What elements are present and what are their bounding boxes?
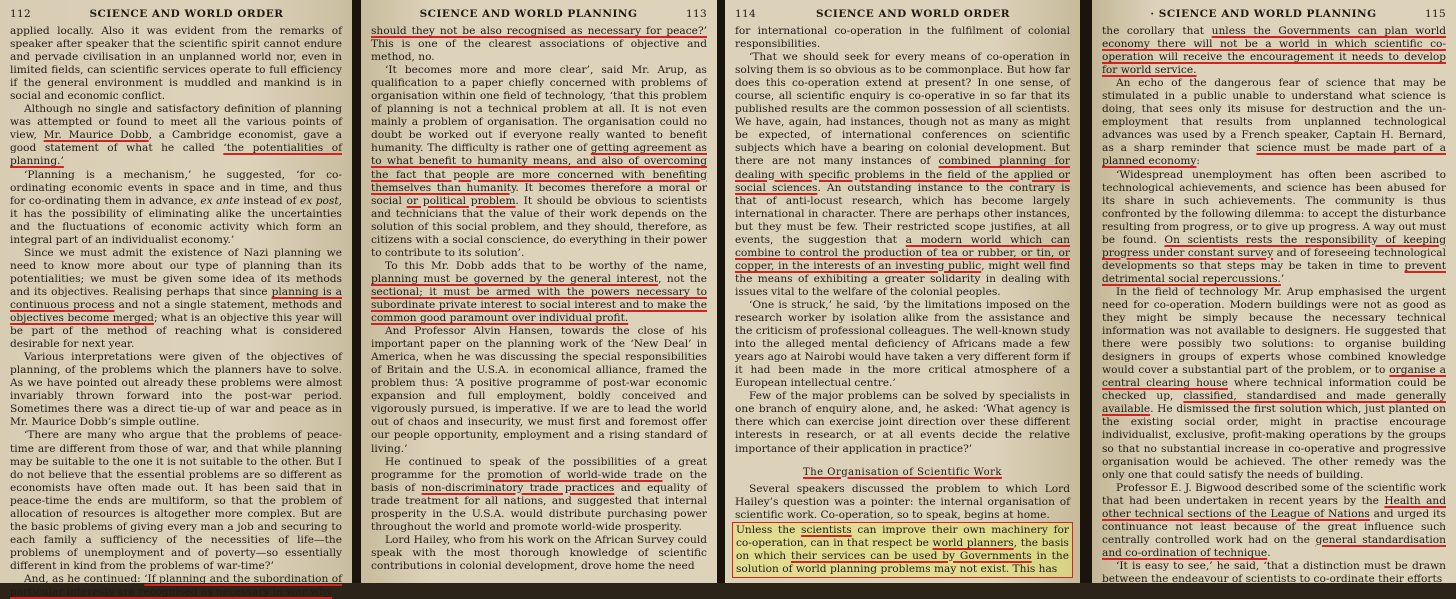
paragraph: [10, 573, 342, 599]
text-run: in the solution of world planning problems may not exist. This has: [736, 549, 1069, 575]
italic-phrase: ex post,: [299, 194, 342, 207]
highlighted-phrase: their services can be used by Governments: [790, 549, 1032, 562]
highlighted-phrase: world planners: [932, 536, 1014, 549]
text-run: . An outstanding instance to the contrary is that of anti-locust research, which has become largely international in character. There are perhaps other instances, but they must be few. Their restricted scope justifies, at all events, the suggestion that: [735, 181, 1071, 246]
running-head-title: · SCIENCE AND WORLD PLANNING: [1150, 8, 1377, 20]
paragraph: [1102, 25, 1446, 77]
text-run: ‘Widespread unemployment has often been ascribed to technological achievements, and science has been abused for its share in such achievements. The community is thus confronted by the following dilemma: to accept the disturbance resulting from progress, or to give up progress. A way out must be found.: [1102, 168, 1446, 246]
text-run: He continued to speak of the possibilities of a great programme for the: [371, 455, 707, 481]
italic-phrase: ex ante: [200, 194, 240, 207]
text-run: on the basis of: [371, 468, 707, 494]
highlighted-phrase: prevent detrimental social repercussions.: [1102, 259, 1446, 285]
running-head-title: SCIENCE AND WORLD PLANNING: [419, 8, 638, 20]
page-number: 115: [1425, 8, 1446, 20]
page-number: 114: [735, 8, 756, 20]
text-run: This is one of the clearest associations of objective and method, no.: [371, 38, 707, 64]
text-run: ‘One is struck,’ he said, ‘by the limitations imposed on the research worker by isolation alike from the assistance and the criticism of professional colleagues. The well-known study into the alleged mental deficiency of Africans made a few years ago at Nairobi would have taken a very different form if it had been made in the more critical atmosphere of a European intellectual centre.’: [735, 298, 1070, 390]
highlighted-phrase: ‘If planning and the subordination of particular interests are recognised as necessary in war why: [10, 572, 343, 599]
text-run: applied locally. Also it was evident from the remarks of speaker after speaker that the scientific spirit cannot endure and pervade civilisation in an unplanned world nor, even in limited fields, can scientific services operate to full efficiency if the general environment is muddled and mankind is in social and economic conflict.: [10, 25, 342, 103]
paragraph: [371, 534, 707, 573]
section-heading: The Organisation of Scientific Work: [803, 466, 1002, 478]
text-run: and of foreseeing technological developments so that steps may be taken in time to: [1102, 246, 1446, 272]
text-run: , the basis on which: [736, 536, 1069, 562]
highlighted-phrase: Mr. Maurice Dobb: [43, 129, 149, 142]
highlighted-phrase: general standardisation and co-ordination of technique: [1102, 533, 1446, 559]
text-run: ‘It is easy to see,’ he said, ‘that a distinction must be drawn between the endeavour of scientists to co-ordinate their efforts: [1102, 559, 1446, 585]
text-run: . He dismissed the first solution which, just planted on the existing social order, might in practise encourage individualist, exclusive, profit-making operations by the groups so that no substantial increase in co-operative and progressive organisation would be achieved. The other remedy was the only one that could satisfy the needs of building.: [1102, 403, 1446, 481]
page-number: 112: [10, 8, 31, 20]
text-run: ‘Planning is a mechanism,’ he suggested, ‘for co-ordinating economic events in space and in time, and thus for co-ordinating them in advance,: [10, 168, 342, 207]
highlighted-phrase: objectives become merged: [10, 312, 154, 325]
text-run: . It should be obvious to scientists and technicians that the value of their work depends on the solution of this social problem, and they should, therefore, as citizens with a social conscience, do everything in their power to contribute to its solution’.: [371, 194, 708, 259]
text-run: , not the: [658, 272, 707, 285]
text-run: , might well find the means of exhibiting a greater solidarity in dealing with issues vital to the welfare of the colonial peoples.: [735, 259, 1070, 298]
text-run: Since we must admit the existence of Nazi planning we need to know more about our type of planning than its potentialities; we must be given some idea of its methods and its objectives. Realising perhaps that since: [10, 246, 342, 298]
text-run: ; what is an objective this year will be part of the method of reaching what is considered desirable for next year.: [10, 312, 343, 351]
highlighted-phrase: On scientists rests the responsibility of keeping progress under constant survey: [1102, 233, 1446, 259]
paragraph: [735, 299, 1070, 390]
paragraph: [10, 429, 342, 573]
highlighted-phrase: science must be made part of a planned economy: [1102, 142, 1446, 168]
paragraph: [371, 25, 707, 64]
text-run: ‘That we should seek for every means of co-operation in solving them is so obvious as to be commonplace. But how far does this co-operation extend at present? In one sense, of course, all scientific enquiry is co-operative in so far that its published results are the common possession of all scientists. We have, again, had instances, though not as many as might be expected, of international conferences on scientific subjects which have a bearing on colonial development. But there are not many instances of: [735, 51, 1070, 168]
paragraph: [10, 247, 342, 351]
text-run: instead of: [239, 194, 300, 207]
running-head-title: SCIENCE AND WORLD ORDER: [815, 8, 1010, 20]
text-run: An echo of the dangerous fear of science that may be stimulated in a public unable to understand what science is doing, that sees only its misuse for destruction and the un-employment that results from unplanned technological advances was used by a French speaker, Captain H. Bernard, as a sharp reminder that: [1102, 77, 1446, 155]
highlighted-phrase: non-discriminatory trade practices: [421, 481, 615, 494]
text-run: and not a single statement, methods and: [114, 298, 343, 311]
text-run: :: [1196, 155, 1200, 168]
text-run: And Professor Alvin Hansen, towards the close of his important paper on the planning work of the ‘New Deal’ in America, when he was discussing the special responsibilities of Britain and the U.S.A. in economical alliance, framed the problem thus: ‘A positive programme of post-war economic expansion and full employment, boldly conceived and vigorously pursued, is imperative. If we are to lead the world out of chaos and insecurity, we must first and foremost offer our people opportunity, employment and a rising standard of living.’: [371, 325, 707, 455]
text-run: can improve their own machinery for co-operation, can in that respect be: [736, 523, 1069, 549]
paragraph: [735, 25, 1070, 51]
text-run: Few of the major problems can be solved by specialists in one branch of enquiry alone, and, he asked: ‘What agency is there which can exercise joint direction over these different interests in research, or at all events decide the relative importance of their application in practice?’: [735, 390, 1070, 455]
page-body: [1102, 25, 1446, 586]
paragraph: [1102, 482, 1446, 560]
page-gutter: [717, 0, 725, 583]
page-gutter: [352, 0, 361, 583]
running-head: [371, 8, 707, 21]
page-113: [361, 0, 717, 583]
page-number: 113: [686, 8, 707, 20]
highlighted-phrase: getting agreement as to what benefit to humanity means, and also of overcoming the fact that people are more concerned with benefiting themselves than humanity: [371, 142, 707, 194]
paragraph: [371, 64, 707, 260]
paragraph: [735, 483, 1070, 522]
highlighted-phrase: should they not be also recognised as necessary for peace?’: [371, 25, 707, 37]
highlighted-phrase: or political problem: [406, 194, 516, 207]
paragraph: [10, 351, 342, 429]
running-head: [10, 8, 342, 21]
text-run: it has the possibility of eliminating alike the uncertainties and the fluctuations of economic activity which form an integral part of an individualist economy.’: [10, 207, 342, 246]
page-body: [735, 25, 1070, 456]
text-run: . It becomes therefore a moral or social: [371, 181, 707, 207]
text-run: where technical information could be checked up,: [1102, 377, 1446, 403]
text-run: Professor E. J. Bigwood described some of the scientific work that had been undertaken in recent years by the: [1102, 481, 1446, 507]
paragraph: [735, 390, 1070, 455]
paragraph: [1102, 77, 1446, 168]
text-run: Although no single and satisfactory definition of planning was attempted or found to meet all the various points of view,: [10, 103, 342, 142]
page-body-continued: [735, 483, 1070, 522]
highlighted-phrase: Health and other technical sections of the League of Nations: [1102, 494, 1446, 520]
paragraph: [10, 25, 342, 103]
paragraph: [1102, 286, 1446, 482]
page-body: [371, 25, 707, 573]
highlighted-phrase: ‘the potentialities of planning.’: [10, 142, 342, 168]
text-run: Various interpretations were given of the objectives of planning, of the problems which the planners have to solve. As we have pointed out already these problems were almost invariably thrown forward into the post-war period. Sometimes there was a direct tie-up of war and peace as in Mr. Maurice Dobb’s simple outline.: [10, 351, 342, 429]
text-run: .: [1267, 546, 1271, 559]
running-head: [735, 8, 1070, 21]
highlighted-phrase: planning must be governed by the general interest: [371, 272, 659, 285]
text-run: To this Mr. Dobb adds that to be worthy of the name,: [385, 259, 707, 272]
text-run: Unless the: [736, 523, 802, 536]
highlighted-phrase: organise a central clearing house: [1102, 364, 1446, 390]
page-112: [0, 0, 352, 599]
highlighted-phrase: unless the Governments can plan world economy there will not be a world in which scientific co-operation will receive the encouragement it needs to develop for world service.: [1102, 25, 1446, 77]
text-run: Lord Hailey, who from his work on the African Survey could speak with the most thorough knowledge of scientific contributions in colonial development, drove home the need: [371, 533, 707, 572]
paragraph: [1102, 169, 1446, 286]
text-run: and equality of trade treatment for all nations, and suggested that internal prosperity in the U.S.A. would distribute purchasing power throughout the world and promote world-wide prosperity.: [371, 481, 708, 533]
paragraph: [371, 260, 707, 325]
paragraph: [10, 103, 342, 168]
page-body: [10, 25, 342, 599]
text-run: the corollary that: [1102, 25, 1212, 37]
highlighted-phrase: classified, standardised and made generally available: [1102, 390, 1446, 416]
paragraph: [371, 456, 707, 534]
paragraph: [10, 169, 342, 247]
running-head: [1102, 8, 1446, 21]
running-head-title: SCIENCE AND WORLD ORDER: [89, 8, 284, 20]
highlighted-phrase: combined planning for dealing with specific problems in the field of the applied or social sciences: [735, 155, 1070, 194]
text-run: Several speakers discussed the problem to which Lord Hailey’s question was a pointer: the internal organisation of scientific work. Co-operation, so to speak, begins at home.: [735, 482, 1070, 521]
paragraph: [1102, 560, 1446, 586]
highlighted-phrase: promotion of world-wide trade: [487, 468, 663, 481]
page-gutter: [1080, 0, 1092, 583]
page-114: [725, 0, 1080, 583]
text-run: for international co-operation in the fulfilment of colonial responsibilities.: [735, 25, 1070, 51]
highlighted-phrase: planning is a continuous process: [10, 285, 342, 311]
text-run: In the field of technology Mr. Arup emphasised the urgent need for co-operation. Modern buildings were not as good as they might be simply because the necessary technical information was not available to designers. He suggested that there were possibly two solutions: to organise building designers in groups of experts whose combined knowledge would cover a substantial part of the problem, or to: [1102, 285, 1446, 377]
page-115: [1092, 0, 1456, 583]
highlighted-phrase: scientists: [801, 523, 852, 536]
text-run: and urged its continuance not least because of the great influence such centrally controlled work had on the: [1102, 507, 1446, 546]
paragraph: [371, 325, 707, 455]
text-run: And, as he continued:: [24, 572, 145, 585]
highlighted-phrase: a modern world which can combine to control the production of tea or rubber, or tin, or copper, in the interests of an investing public: [735, 233, 1070, 272]
text-run: ’: [1280, 272, 1285, 285]
paragraph: [735, 51, 1070, 299]
text-run: ‘There are many who argue that the problems of peace-time are different from those of war, and that while planning may be suitable to the one it is not suitable to the other. But I do not believe that the essential problems are so different as economists have often made out. It has been said that in peace-time the ends are multiform, so that the problem of allocation of resources is altogether more complex. But are the basic problems of giving every man a job and securing to each family a sufficiency of the necessities of life—the problems of unemployment and of poverty—so essentially different in kind from the problems of war-time?’: [10, 429, 342, 572]
boxed-passage: [732, 522, 1073, 578]
text-run: ‘It becomes more and more clear’, said Mr. Arup, as qualification to a paper chiefly concerned with problems of organisation within one field of technology, ‘that this problem of planning is not a technical problem at all. It is not even mainly a problem of organisation. The organisation could no doubt be worked out if everyone really wanted to benefit humanity. The difficulty is rather one of: [371, 64, 707, 155]
highlighted-phrase: sectional; it must be armed with the powers necessary to subordinate private interest to social interest and to make the common good paramount over individual profit.: [371, 285, 707, 325]
text-run: , a Cambridge economist, gave a good statement of what he called: [10, 129, 342, 155]
